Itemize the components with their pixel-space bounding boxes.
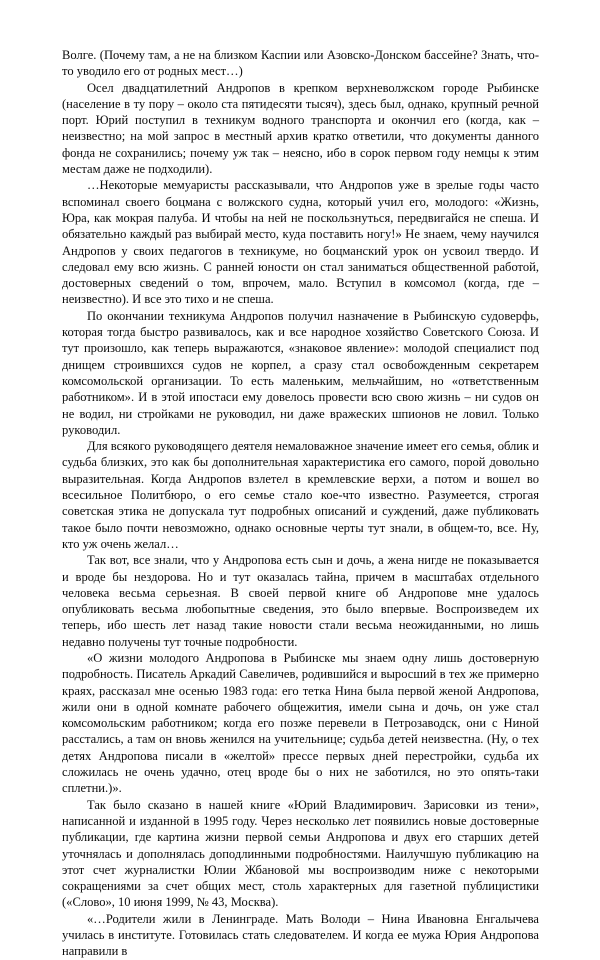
paragraph: Осел двадцатилетний Андропов в крепком верхневолжском городе Рыбинске (население в ту пору – около ста пятидесяти тысяч), здесь был, однако, крупный речной порт. Юрий поступил в техникум водного транспорта и окончил его (когда, как – неизвестно; на мой запрос в местный архив кратко ответили, что документы данного фонда не сохранились; почему уж так – неясно, ибо в сорок первом году немцы к этим местам даже не подходили).: [62, 80, 539, 177]
paragraph: По окончании техникума Андропов получил назначение в Рыбинскую судоверфь, которая тогда быстро развивалось, как и все народное хозяйство Советского Союза. И тут произошло, как теперь выражаются, «знаковое явление»: молодой специалист под днищем строившихся судов не корпел, а сразу стал освобожденным секретарем комсомольской организации. То есть маленьким, мельчайшим, но «ответственным работником». И в этой ипостаси ему довелось провести всю свою жизнь – ни судов он не водил, ни стройками не руководил, ни даже вражеских шпионов не ловил. Только руководил.: [62, 308, 539, 437]
paragraph: «…Родители жили в Ленинграде. Мать Володи – Нина Ивановна Енгалычева училась в институте. Готовилась стать следователем. И когда ее мужа Юрия Андропова направили в: [62, 911, 539, 959]
paragraph: «О жизни молодого Андропова в Рыбинске мы знаем одну лишь достоверную подробность. Писатель Аркадий Савеличев, родившийся и выросший в тех же примерно краях, рассказал мне осенью 1983 года: его тетка Нина была первой женой Андропова, жили они в одной комнате рабочего общежития, имели сына и дочь, он уже стал комсомольским работником; когда его позже перевели в Петрозаводск, они с Ниной расстались, а там он вновь женился на учительнице; судьба детей неизвестна. (Ну, о тех детях Андропова писали в «желтой» прессе первых дней перестройки, судьба их сложилась не очень удачно, отец вроде бы о них не заботился, но это опять-таки сплетни.)».: [62, 650, 539, 796]
paragraph: Так вот, все знали, что у Андропова есть сын и дочь, а жена нигде не показывается и вроде бы нездорова. Но и тут оказалась тайна, причем в масштабах отдельного человека весьма серьезная. В своей первой книге об Андропове мне удалось опубликовать весьма любопытные сведения, это было впервые. Воспроизведем их теперь, ибо шесть лет назад такие новости стали весьма неожиданными, но лишь недавно получены тут точные подробности.: [62, 553, 539, 649]
paragraph: Для всякого руководящего деятеля немаловажное значение имеет его семья, облик и судьба близких, это как бы дополнительная характеристика его самого, порой довольно выразительная. Когда Андропов взлетел в кремлевские верхи, а потом и вошел во всесильное Политбюро, о его семье стало кое-что известно. Разумеется, строгая советская этика не допускала тут подробных описаний и суждений, даже публиковать такое было почти невозможно, однако основные черты тут знали, в общем-то, все. Ну, кто уж очень желал…: [62, 439, 539, 551]
paragraph: Так было сказано в нашей книге «Юрий Владимирович. Зарисовки из тени», написанной и изданной в 1995 году. Через несколько лет появились новые достоверные публикации, где картина жизни первой семьи Андропова и двух его старших детей уточнялась и дополнялась доподлинными подробностями. Наилучшую публикацию на этот счет журналистки Юлии Жбановой мы воспроизводим ниже с некоторыми сокращениями за счет общих мест, столь характерных для газетной публицистики («Слово», 10 июня 1999, № 43, Москва).: [62, 797, 539, 910]
paragraph: …Некоторые мемуаристы рассказывали, что Андропов уже в зрелые годы часто вспоминал своего боцмана с волжского судна, который учил его, молодого: «Жизнь, Юра, как мокрая палуба. И чтобы на ней не поскользнуться, передвигайся не спеша. И обязательно каждый раз выбирай место, куда поставить ногу!» Не знаем, чему научился Андропов у своих педагогов в техникуме, но боцманский урок он усвоил твердо. И следовал ему всю жизнь. С ранней юности он стал заниматься общественной работой, достоверных сведений о том, впрочем, мало. Вступил в комсомол (когда, где – неизвестно). И все это тихо и не спеша.: [62, 178, 539, 307]
paragraph: Волге. (Почему там, а не на близком Каспии или Азовско-Донском бассейне? Знать, что-то уводило его от родных мест…): [62, 48, 539, 79]
body-text-column: [62, 47, 539, 960]
